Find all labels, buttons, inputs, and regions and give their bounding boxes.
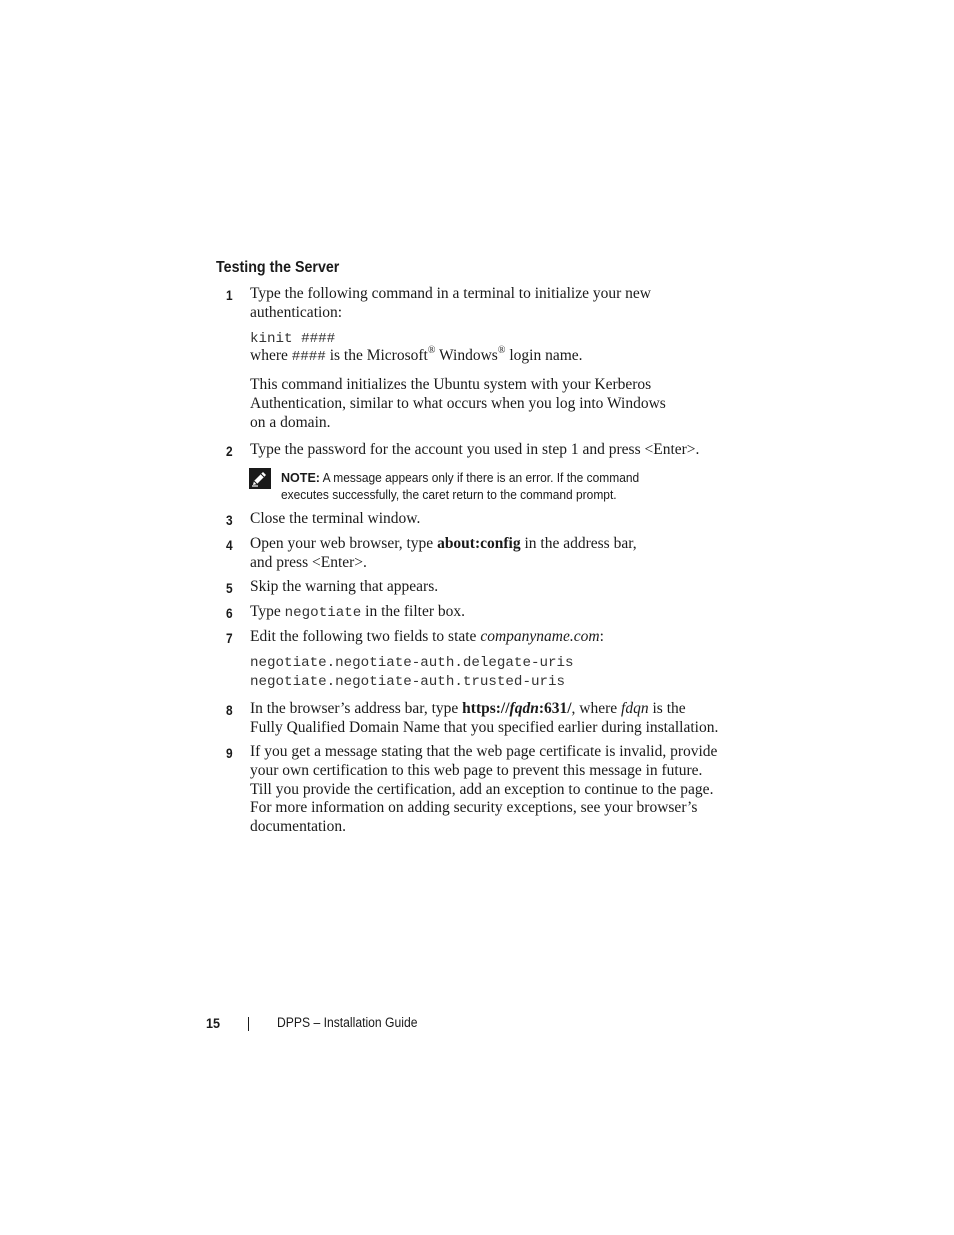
step-number: 1 <box>226 287 233 303</box>
code-line: negotiate.negotiate-auth.trusted-uris <box>250 674 566 690</box>
where-post: login name. <box>505 347 583 364</box>
step-text <box>250 700 720 738</box>
step-text: Type the following command in a terminal to initialize your new authentication: <box>250 285 651 321</box>
where-code: #### <box>291 349 326 365</box>
step-text-pre: In the browser’s address bar, type <box>250 700 463 717</box>
step-number: 7 <box>226 630 233 646</box>
step-text-post: in the address bar, and press <Enter>. <box>250 535 637 571</box>
registered-mark: ® <box>497 344 506 356</box>
step-text: If you get a message stating that the web page certificate is invalid, provide your own certification to this web page to prevent this message in future. Till you provide the certification, add an exception to continue to the page. For more information on adding security exceptions, see your browser’s documentation. <box>250 743 718 836</box>
step-text <box>250 535 650 573</box>
footer-separator <box>248 1017 249 1031</box>
step-number: 9 <box>226 745 233 761</box>
where-mid: is the Microsoft <box>325 347 428 364</box>
step-text <box>250 628 720 647</box>
url-port: :631/ <box>538 700 572 717</box>
step-paragraph: This command initializes the Ubuntu system with your Kerberos Authentication, similar to what occurs when you log into Windows on a domain. <box>250 376 666 431</box>
step-text-mid: , where <box>571 700 622 717</box>
url-fqdn: fqdn <box>509 700 539 717</box>
note-text: A message appears only if there is an error. If the command executes successfully, the caret return to the command prompt. <box>281 471 640 502</box>
note-label: NOTE: <box>281 470 320 485</box>
step-text: Close the terminal window. <box>250 510 421 527</box>
step-text-pre: Edit the following two fields to state <box>250 628 481 645</box>
step-text-pre: Open your web browser, type <box>250 535 438 552</box>
step-where-line <box>250 344 720 367</box>
step-text <box>250 603 720 623</box>
code-line: negotiate.negotiate-auth.delegate-uris <box>250 655 574 671</box>
url-bold: https:// <box>462 700 510 717</box>
step-number: 4 <box>226 537 233 553</box>
pencil-note-icon <box>249 468 271 489</box>
fdqn-term: fdqn <box>621 700 649 717</box>
step-number: 5 <box>226 580 233 596</box>
step-text-post: is the Fully Qualified Domain Name that you specified earlier during installation. <box>250 700 719 736</box>
step-text-pre: Type <box>250 603 285 620</box>
footer-title: DPPS – Installation Guide <box>277 1015 418 1030</box>
company-domain: companyname.com <box>480 628 600 645</box>
page-number: 15 <box>206 1015 221 1031</box>
note-box <box>281 469 690 504</box>
step-number: 6 <box>226 605 233 621</box>
step-text-post: in the filter box. <box>361 603 466 620</box>
step-text: Type the password for the account you used in step 1 and press <Enter>. <box>250 441 700 458</box>
step-number: 8 <box>226 702 233 718</box>
negotiate-code: negotiate <box>284 605 362 621</box>
step-number: 3 <box>226 512 233 528</box>
step-text-post: : <box>599 628 604 645</box>
step-text: Skip the warning that appears. <box>250 578 439 595</box>
where-pre: where <box>250 347 292 364</box>
step-number: 2 <box>226 443 233 459</box>
section-heading: Testing the Server <box>216 259 340 276</box>
about-config-term: about:config <box>437 535 521 552</box>
where-mid2: Windows <box>435 347 498 364</box>
code-line: kinit #### <box>250 331 336 347</box>
registered-mark: ® <box>427 344 436 356</box>
